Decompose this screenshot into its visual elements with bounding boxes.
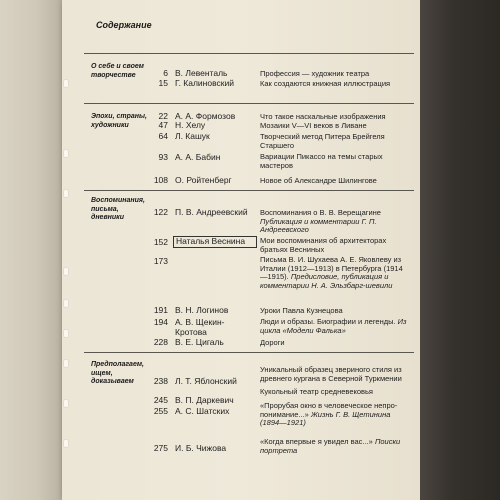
- article-title: Профессия — художник театра: [260, 69, 370, 78]
- page-number: 15: [158, 78, 168, 88]
- article-title: [260, 438, 410, 455]
- page-number: 93: [158, 152, 168, 162]
- page-number: 152: [153, 237, 168, 247]
- page-number: 275: [153, 443, 168, 453]
- article-note: Из цикла «Модели Фалька»: [260, 317, 407, 335]
- article-title-text: «Прорубая окно в человеческое непро-понимание...»: [260, 401, 398, 419]
- article-title: Что такое наскальные изображения: [260, 112, 386, 121]
- article-note: Предисловие, публикация и комментарии Н. А. Эльзбарг-шевили: [260, 272, 393, 290]
- section-rule: [84, 53, 414, 54]
- page-number: 173: [153, 256, 168, 266]
- article-title-text: Письма В. И. Шухаева А. Е. Яковлеву из Италии (1912—1913) в Петербурга (1914—1915).: [260, 255, 403, 282]
- article-title: [260, 256, 410, 290]
- author-name: А. А. Бабин: [175, 152, 221, 162]
- binding-stitch: [64, 440, 68, 447]
- binding-stitch: [64, 330, 68, 337]
- binding-stitch: [64, 400, 68, 407]
- article-note: Поиски портрета: [260, 437, 401, 455]
- article-title: [260, 402, 410, 428]
- author-name-highlighted: Наталья Веснина: [173, 236, 257, 248]
- article-note: Публикация и комментарии Г. П. Андреевского: [260, 216, 377, 235]
- article-title: Мозаики V—VI веков в Ливане: [260, 121, 367, 130]
- page-number: 194: [153, 317, 168, 327]
- page-title: Содержание: [96, 20, 152, 30]
- article-title: Творческий метод Питера Брейгеля Старшего: [260, 132, 385, 150]
- author-name: П. В. Андреевский: [175, 207, 248, 217]
- author-name: В. Левенталь: [175, 68, 228, 78]
- page-number: 108: [153, 175, 168, 185]
- section-rule: [84, 103, 414, 104]
- binding-stitch: [64, 300, 68, 307]
- article-title: Новое об Александре Шилингове: [260, 176, 377, 185]
- binding-stitch: [64, 150, 68, 157]
- page-number: 6: [163, 68, 168, 78]
- page-number: 238: [153, 376, 168, 386]
- page-number: 191: [153, 305, 168, 315]
- page-number: 228: [153, 337, 168, 347]
- article-title: [260, 318, 410, 335]
- page-number: 64: [158, 131, 168, 141]
- section-rule: [84, 190, 414, 191]
- page-number: 22: [158, 111, 168, 121]
- article-title: Дороги: [260, 338, 285, 347]
- author-name: А. С. Шатских: [175, 406, 230, 416]
- section-label: Эпохи, страны, художники: [91, 113, 147, 129]
- article-title: Уникальный образец звериного стиля из древнего кургана в Северной Туркмении: [260, 365, 402, 383]
- author-name: В. П. Даркевич: [175, 395, 234, 405]
- page-number: 122: [153, 207, 168, 217]
- page-number: 47: [158, 120, 168, 130]
- author-name: Л. Т. Яблонский: [175, 376, 237, 386]
- section-label: Воспоминания, письма, дневники: [91, 197, 145, 221]
- article-note: Жизнь Г. В. Щетинина (1894—1921): [260, 409, 391, 428]
- author-name: А. А. Формозов: [175, 111, 236, 121]
- section-label: Предполагаем, ищем, доказываем: [91, 361, 144, 385]
- article-title: Мои воспоминания об архитекторах братьях Весниных: [260, 236, 387, 254]
- author-name: В. Н. Логинов: [175, 305, 229, 315]
- binding-stitch: [64, 190, 68, 197]
- article-title: [260, 209, 410, 235]
- book-cover-edge: [420, 0, 500, 500]
- author-name: Г. Калиновский: [175, 78, 234, 88]
- book-spine-edge: [0, 0, 62, 500]
- author-name: О. Ройтенберг: [175, 175, 232, 185]
- article-title: Уроки Павла Кузнецова: [260, 306, 343, 315]
- author-name: В. Е. Цигаль: [175, 337, 224, 347]
- article-title-text: Люди и образы. Биографии и легенды.: [260, 317, 396, 326]
- author-name: И. Б. Чижова: [175, 443, 227, 453]
- article-title: Кукольный театр средневековья: [260, 387, 373, 396]
- article-title-text: Воспоминания о В. В. Верещагине: [260, 208, 381, 217]
- binding-stitch: [64, 268, 68, 275]
- article-title: Как создаются книжная иллюстрация: [260, 79, 391, 88]
- author-name: Н. Хелу: [175, 120, 206, 130]
- binding-stitch: [64, 80, 68, 87]
- article-title-text: «Когда впервые я увидел вас...»: [260, 437, 373, 446]
- section-label: О себе и своем творчестве: [91, 63, 144, 79]
- section-rule: [84, 352, 414, 353]
- article-title: Вариации Пикассо на темы старых мастеров: [260, 152, 383, 170]
- page-number: 245: [153, 395, 168, 405]
- author-name: Л. Кашук: [175, 131, 210, 141]
- author-name: А. В. Щекин-Кротова: [175, 317, 225, 337]
- page-number: 255: [153, 406, 168, 416]
- binding-stitch: [64, 360, 68, 367]
